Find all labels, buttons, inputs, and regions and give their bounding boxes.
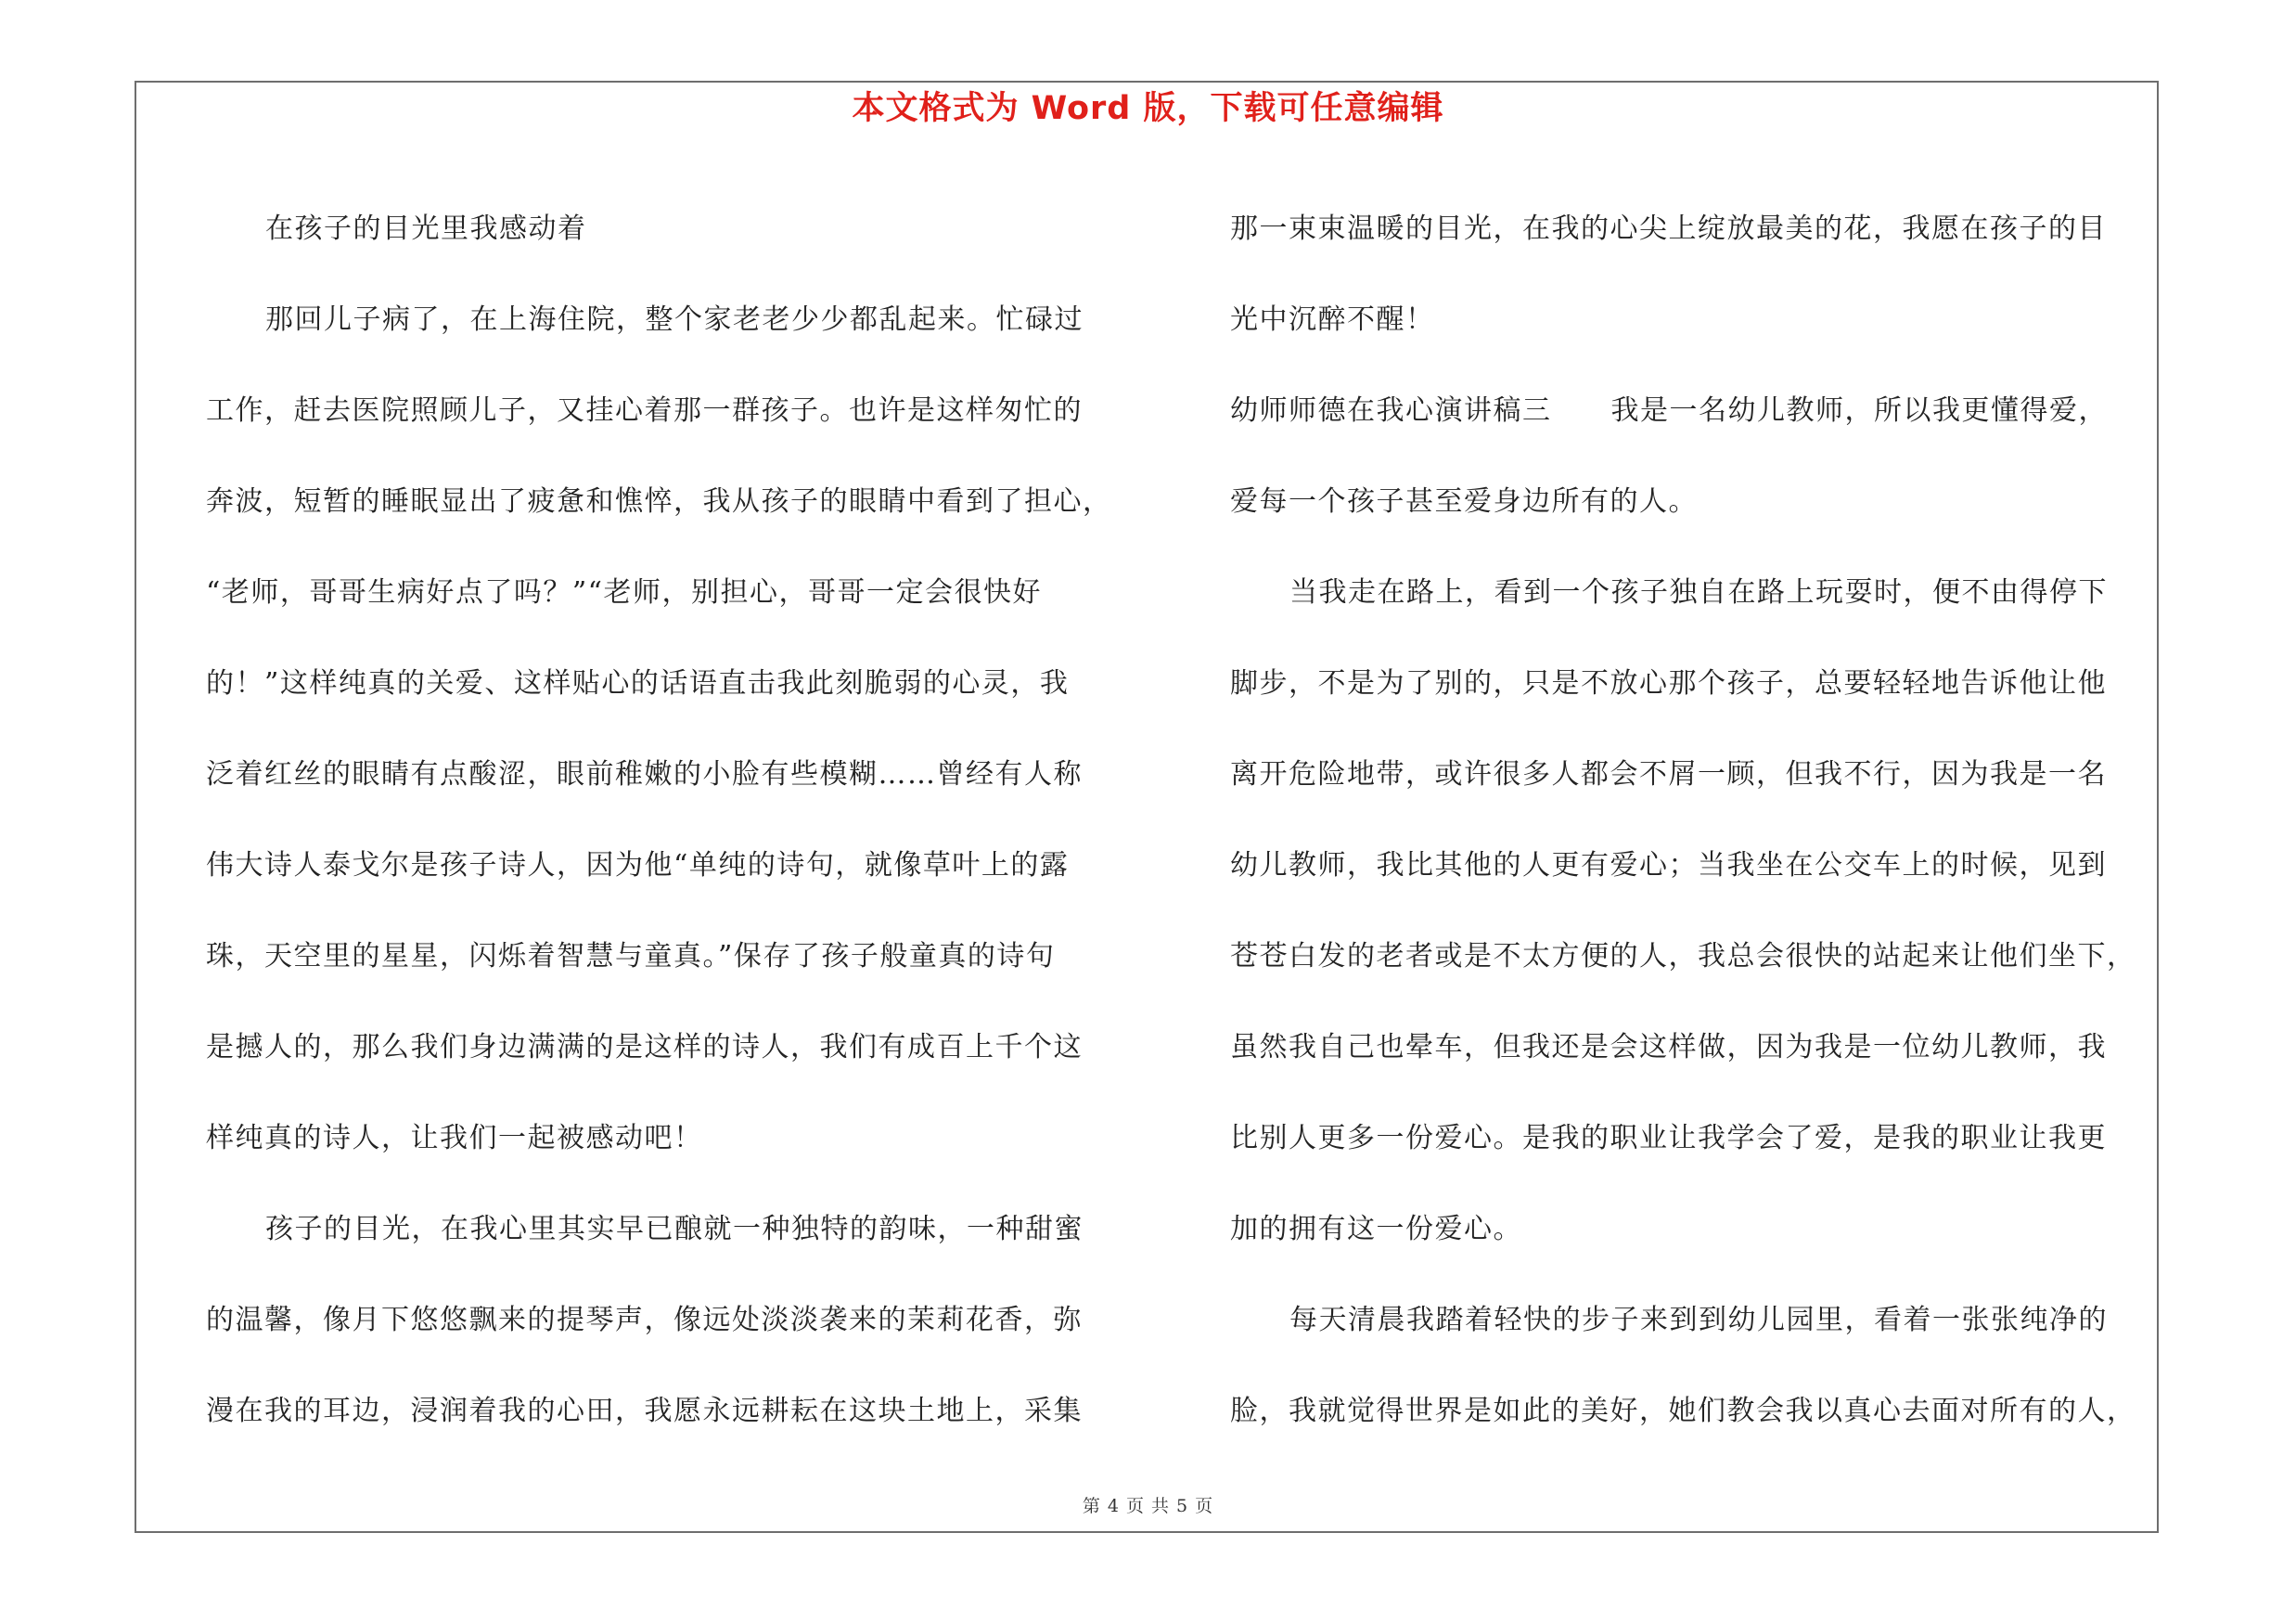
paragraph-line: 苍苍白发的老者或是不太方便的人，我总会很快的站起来让他们坐下，	[1230, 940, 2136, 973]
paragraph-line: 爱每一个孩子甚至爱身边所有的人。	[1230, 485, 1698, 518]
paragraph-line: 幼儿教师，我比其他的人更有爱心；当我坐在公交车上的时候，见到	[1230, 849, 2107, 882]
paragraph-line: 的温馨，像月下悠悠飘来的提琴声，像远处淡淡袭来的茉莉花香，弥	[206, 1304, 1083, 1336]
paragraph-line: 泛着红丝的眼睛有点酸涩，眼前稚嫩的小脸有些模糊……曾经有人称	[206, 758, 1083, 791]
paragraph-line: 那一束束温暖的目光，在我的心尖上绽放最美的花，我愿在孩子的目	[1230, 213, 2107, 245]
paragraph-line: 加的拥有这一份爱心。	[1230, 1213, 1522, 1245]
paragraph-line: 每天清晨我踏着轻快的步子来到到幼儿园里，看着一张张纯净的	[1289, 1304, 2108, 1336]
paragraph-line: 漫在我的耳边，浸润着我的心田，我愿永远耕耘在这块土地上，采集	[206, 1395, 1083, 1427]
heading-line	[1230, 366, 2153, 457]
paragraph-line: 珠，天空里的星星，闪烁着智慧与童真。”保存了孩子般童真的诗句	[206, 940, 1056, 973]
page-number: 第 4 页 共 5 页	[1082, 1496, 1214, 1516]
paragraph-line: 工作，赶去医院照顾儿子，又挂心着那一群孩子。也许是这样匆忙的	[206, 394, 1083, 427]
article-title: 在孩子的目光里我感动着	[265, 213, 587, 245]
paragraph-line: 的！”这样纯真的关爱、这样贴心的话语直击我此刻脆弱的心灵，我	[206, 667, 1070, 700]
left-text-column	[206, 184, 1127, 1457]
paragraph-line: 脸，我就觉得世界是如此的美好，她们教会我以真心去面对所有的人，	[1230, 1395, 2136, 1427]
paragraph-line: 虽然我自己也晕车，但我还是会这样做，因为我是一位幼儿教师，我	[1230, 1031, 2107, 1063]
paragraph-line: 光中沉醉不醒！	[1230, 303, 1435, 336]
paragraph-line: 离开危险地带，或许很多人都会不屑一顾，但我不行，因为我是一名	[1230, 758, 2107, 791]
paragraph-line: 脚步，不是为了别的，只是不放心那个孩子，总要轻轻地告诉他让他	[1230, 667, 2107, 700]
paragraph-line: 比别人更多一份爱心。是我的职业让我学会了爱，是我的职业让我更	[1230, 1122, 2107, 1154]
paragraph-start: 我是一名幼儿教师，所以我更懂得爱，	[1610, 394, 2108, 427]
paragraph-line: “老师，哥哥生病好点了吗？”“老师，别担心，哥哥一定会很快好	[206, 576, 1043, 609]
paragraph-line: 是撼人的，那么我们身边满满的是这样的诗人，我们有成百上千个这	[206, 1031, 1083, 1063]
paragraph-line: 那回儿子病了，在上海住院，整个家老老少少都乱起来。忙碌过	[265, 303, 1084, 336]
section-heading: 幼师师德在我心演讲稿三	[1230, 394, 1552, 427]
paragraph-line: 伟大诗人泰戈尔是孩子诗人，因为他“单纯的诗句，就像草叶上的露	[206, 849, 1070, 882]
word-format-banner: 本文格式为 Word 版，下载可任意编辑	[852, 90, 1444, 127]
paragraph-line: 孩子的目光，在我心里其实早已酿就一种独特的韵味，一种甜蜜	[265, 1213, 1084, 1245]
paragraph-line: 当我走在路上，看到一个孩子独自在路上玩耍时，便不由得停下	[1289, 576, 2108, 609]
paragraph-line: 样纯真的诗人，让我们一起被感动吧！	[206, 1122, 703, 1154]
right-text-column	[1230, 184, 2153, 1457]
paragraph-line: 奔波，短暂的睡眠显出了疲惫和憔悴，我从孩子的眼睛中看到了担心，	[206, 485, 1112, 518]
